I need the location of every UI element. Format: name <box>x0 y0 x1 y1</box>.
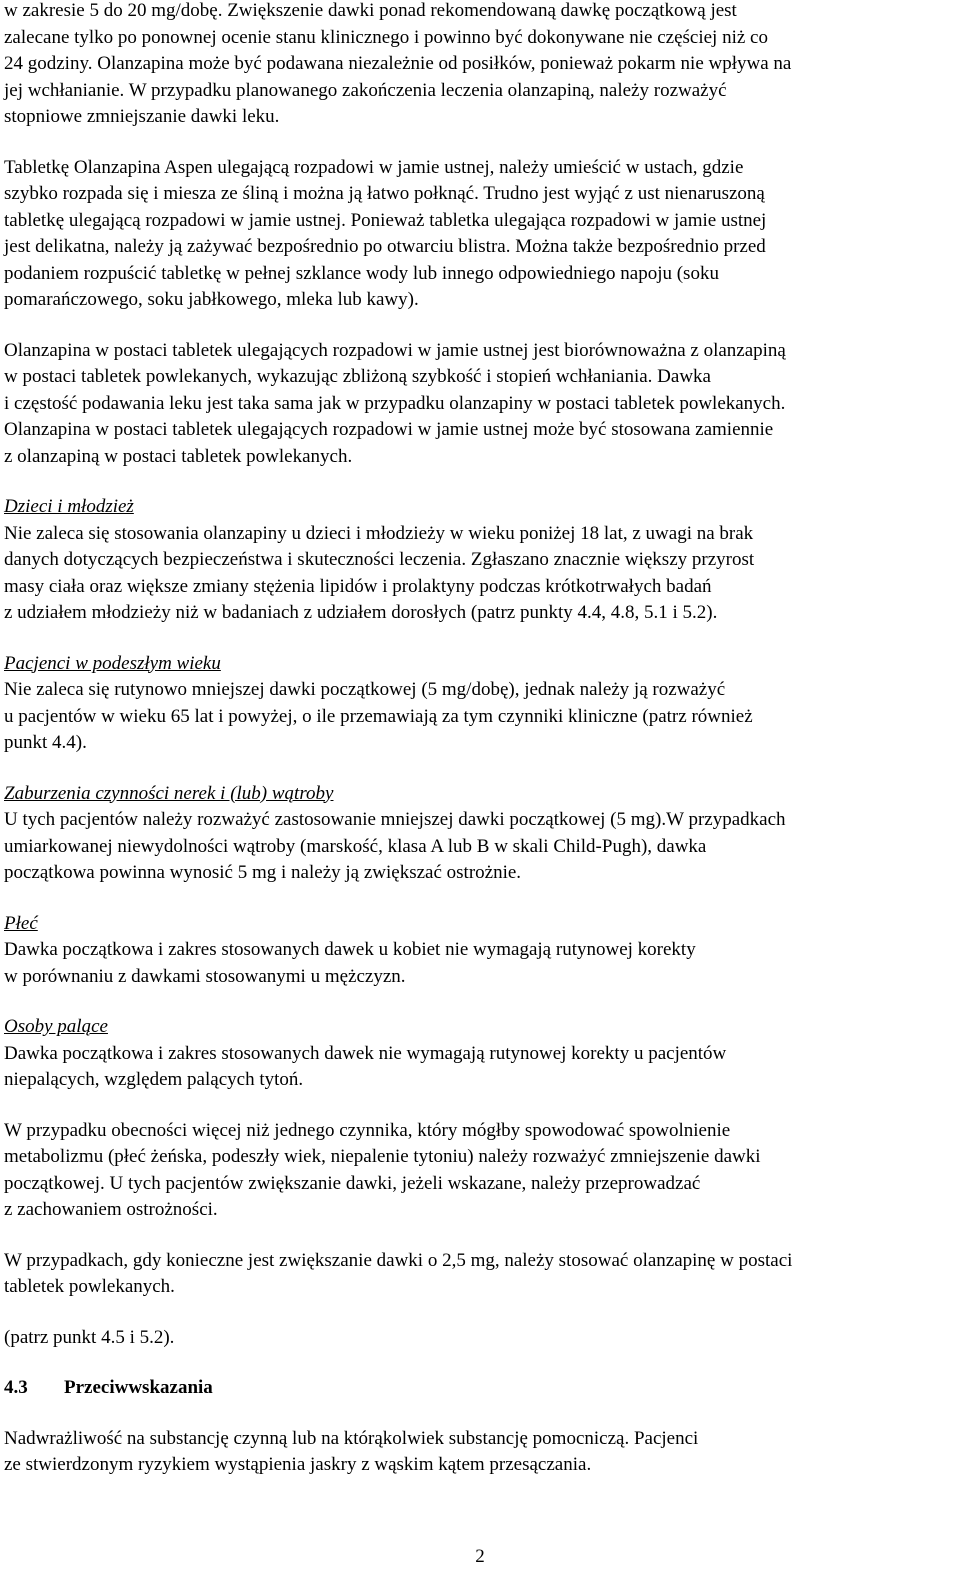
text-line: początkowa powinna wynosić 5 mg i należy ją zwiększać ostrożnie. <box>4 862 522 883</box>
text-line: początkowej. U tych pacjentów zwiększanie dawki, jeżeli wskazane, należy przeprowadzać <box>4 1172 701 1194</box>
text-line: W przypadku obecności więcej niż jednego czynnika, który mógłby spowodować spowolnienie <box>4 1119 731 1141</box>
text-line: w porównaniu z dawkami stosowanymi u mężczyzn. <box>4 965 406 987</box>
text-line: Tabletkę Olanzapina Aspen ulegającą rozpadowi w jamie ustnej, należy umieścić w ustach, gdzie <box>4 156 744 178</box>
text-line: z zachowaniem ostrożności. <box>4 1199 218 1220</box>
text-line: masy ciała oraz większe zmiany stężenia lipidów i prolaktyny podczas krótkotrwałych badań <box>4 575 712 597</box>
text-line: z olanzapiną w postaci tabletek powlekanych. <box>4 445 353 467</box>
increment-paragraph <box>4 1248 954 1301</box>
text-line: Nadwrażliwość na substancję czynną lub na którąkolwiek substancję pomocniczą. Pacjenci <box>4 1427 699 1449</box>
text-line: stopniowe zmniejszanie dawki leku. <box>4 106 280 127</box>
text-line: w zakresie 5 do 20 mg/dobę. Zwiększenie dawki ponad rekomendowaną dawkę początkową jest <box>4 0 737 21</box>
text-line: W przypadkach, gdy konieczne jest zwiększanie dawki o 2,5 mg, należy stosować olanzapinę w postaci <box>4 1249 793 1271</box>
text-line: jest delikatna, należy ją zażywać bezpośrednio po otwarciu blistra. Można także bezpośrednio przed <box>4 236 766 257</box>
text-line: metabolizmu (płeć żeńska, podeszły wiek, niepalenie tytoniu) należy rozważyć zmniejszenie dawki <box>4 1146 761 1167</box>
section-title: Przeciwwskazania <box>64 1377 213 1398</box>
intro-dosage-paragraph <box>4 0 954 131</box>
text-line: ze stwierdzonym ryzykiem wystąpienia jaskry z wąskim kątem przesączania. <box>4 1454 592 1475</box>
see-sections-paragraph <box>4 1325 954 1352</box>
odt-administration-paragraph <box>4 155 954 314</box>
gender-section <box>4 911 954 991</box>
text-line: 24 godziny. Olanzapina może być podawana niezależnie od posiłków, ponieważ pokarm nie wpływa na <box>4 53 792 74</box>
renal-hepatic-heading: Zaburzenia czynności nerek i (lub) wątroby <box>4 782 334 804</box>
text-line: w postaci tabletek powlekanych, wykazując zbliżoną szybkość i stopień wchłaniania. Dawka <box>4 366 711 387</box>
text-line: danych dotyczących bezpieczeństwa i skuteczności leczenia. Zgłaszano znacznie większy przyrost <box>4 549 755 570</box>
text-line: U tych pacjentów należy rozważyć zastosowanie mniejszej dawki początkowej (5 mg).W przypadkach <box>4 809 786 830</box>
gender-heading: Płeć <box>4 912 38 934</box>
page-number: 2 <box>475 1546 485 1567</box>
text-line: Olanzapina w postaci tabletek ulegających rozpadowi w jamie ustnej może być stosowana zamiennie <box>4 419 774 440</box>
text-line: (patrz punkt 4.5 i 5.2). <box>4 1326 175 1348</box>
smokers-heading: Osoby palące <box>4 1016 108 1037</box>
text-line: Nie zaleca się rutynowo mniejszej dawki początkowej (5 mg/dobę), jednak należy ją rozważyć <box>4 679 726 700</box>
text-line: podaniem rozpuścić tabletkę w pełnej szklance wody lub innego odpowiedniego napoju (soku <box>4 262 719 284</box>
elderly-section <box>4 651 954 757</box>
text-line: z udziałem młodzieży niż w badaniach z udziałem dorosłych (patrz punkty 4.4, 4.8, 5.1 i 5.2). <box>4 602 718 623</box>
smokers-section <box>4 1014 954 1094</box>
text-line: Dawka początkowa i zakres stosowanych dawek u kobiet nie wymagają rutynowej korekty <box>4 939 696 960</box>
text-line: punkt 4.4). <box>4 732 87 753</box>
text-line: zalecane tylko po ponownej ocenie stanu klinicznego i powinno być dokonywane nie częściej niż co <box>4 26 768 48</box>
multiple-factors-paragraph <box>4 1118 954 1224</box>
renal-hepatic-section <box>4 781 954 887</box>
section-4-3-heading <box>4 1375 954 1402</box>
bioequivalence-paragraph <box>4 338 954 471</box>
elderly-heading: Pacjenci w podeszłym wieku <box>4 652 221 674</box>
section-number: 4.3 <box>4 1377 28 1398</box>
document-page <box>4 0 954 1479</box>
text-line: Nie zaleca się stosowania olanzapiny u dzieci i młodzieży w wieku poniżej 18 lat, z uwagi na brak <box>4 522 754 544</box>
text-line: jej wchłanianie. W przypadku planowanego zakończenia leczenia olanzapiną, należy rozważyć <box>4 79 727 101</box>
text-line: niepalących, względem palących tytoń. <box>4 1069 304 1090</box>
text-line: umiarkowanej niewydolności wątroby (marskość, klasa A lub B w skali Child-Pugh), dawka <box>4 835 707 857</box>
text-line: tabletek powlekanych. <box>4 1276 175 1297</box>
text-line: Dawka początkowa i zakres stosowanych dawek nie wymagają rutynowej korekty u pacjentów <box>4 1042 727 1064</box>
text-line: Olanzapina w postaci tabletek ulegających rozpadowi w jamie ustnej jest biorównoważna z olanzapiną <box>4 339 786 361</box>
text-line: pomarańczowego, soku jabłkowego, mleka lub kawy). <box>4 289 419 310</box>
children-heading: Dzieci i młodzież <box>4 496 134 517</box>
text-line: tabletkę ulegającą rozpadowi w jamie ustnej. Ponieważ tabletka ulegająca rozpadowi w jamie ustnej <box>4 209 767 231</box>
text-line: i częstość podawania leku jest taka sama jak w przypadku olanzapiny w postaci tabletek powlekanych. <box>4 392 786 414</box>
text-line: szybko rozpada się i miesza ze śliną i można ją łatwo połknąć. Trudno jest wyjąć z ust nienaruszoną <box>4 183 765 204</box>
children-section <box>4 494 954 627</box>
text-line: u pacjentów w wieku 65 lat i powyżej, o ile przemawiają za tym czynniki kliniczne (patrz również <box>4 705 753 727</box>
contraindications-paragraph <box>4 1426 954 1479</box>
